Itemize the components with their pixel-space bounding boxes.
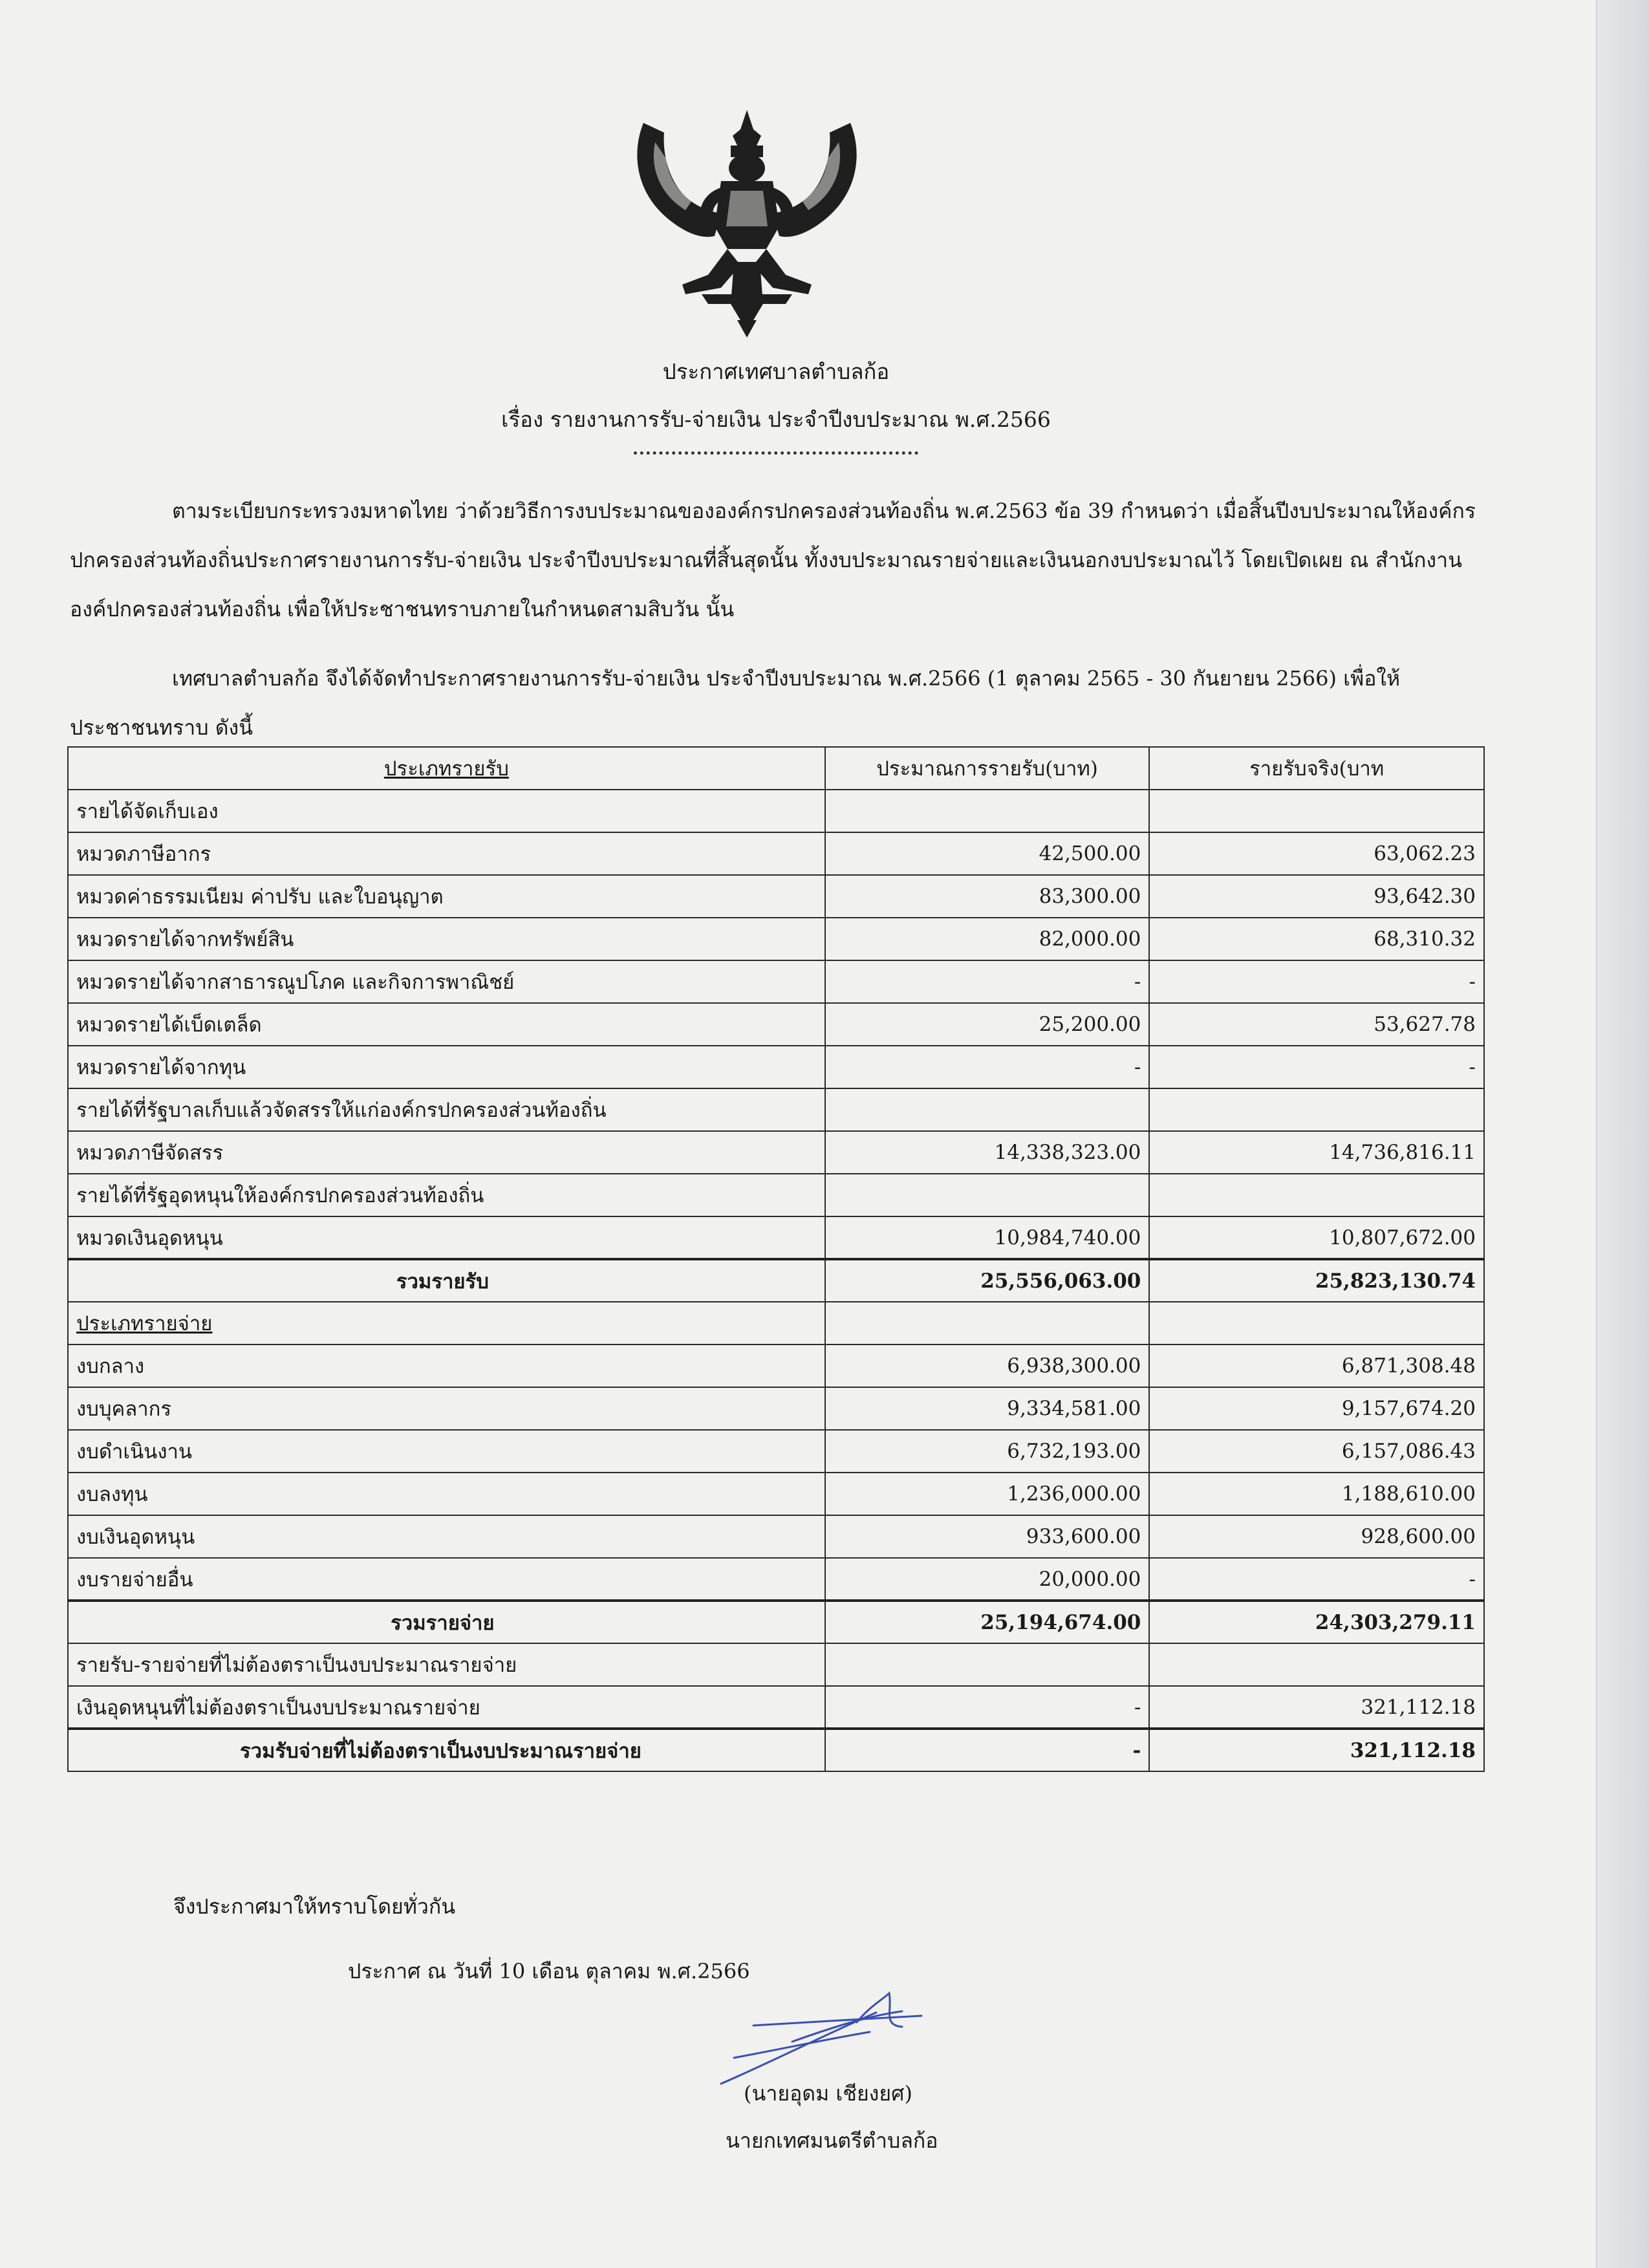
- actual-cell: [1149, 1643, 1484, 1686]
- actual-cell: [1149, 790, 1484, 832]
- section-label: รายได้จัดเก็บเอง: [68, 790, 825, 832]
- item-label: หมวดรายได้จากทรัพย์สิน: [68, 918, 825, 960]
- table-row: [68, 790, 1484, 832]
- item-label: งบเงินอุดหนุน: [68, 1515, 825, 1558]
- actual-total: 25,823,130.74: [1149, 1259, 1484, 1302]
- estimate-cell: 10,984,740.00: [825, 1216, 1150, 1259]
- actual-cell: [1149, 1088, 1484, 1131]
- estimate-cell: -: [825, 960, 1150, 1003]
- revenue-total-row: [68, 1259, 1484, 1302]
- estimate-cell: 20,000.00: [825, 1558, 1150, 1601]
- estimate-total: 25,556,063.00: [825, 1259, 1150, 1302]
- intro-paragraph: ตามระเบียบกระทรวงมหาดไทย ว่าด้วยวิธีการงบประมาณขององค์กรปกครองส่วนท้องถิ่น พ.ศ.2563 ข้อ 39 กำหนดว่า เมื่อสิ้นปีงบประมาณให้องค์กรปกครองส่วนท้องถิ่นประกาศรายงานการรับ-จ่ายเงิน ประจำปีงบประมาณที่สิ้นสุดนั้น ทั้งงบประมาณรายจ่ายและเงินนอกงบประมาณไว้ โดยเปิดเผย ณ สำนักงานองค์ปกครองส่วนท้องถิ่น เพื่อให้ประชาชนทราบภายในกำหนดสามสิบวัน นั้น: [70, 499, 1476, 621]
- estimate-cell: [825, 1174, 1150, 1216]
- estimate-cell: 82,000.00: [825, 918, 1150, 960]
- announcement-date: ประกาศ ณ วันที่ 10 เดือน ตุลาคม พ.ศ.2566: [348, 1959, 750, 1983]
- actual-cell: 93,642.30: [1149, 875, 1484, 918]
- section-label: รายได้ที่รัฐอุดหนุนให้องค์กรปกครองส่วนท้องถิ่น: [68, 1174, 825, 1216]
- actual-cell: -: [1149, 1046, 1484, 1088]
- table-row: [68, 1430, 1484, 1473]
- actual-cell: -: [1149, 960, 1484, 1003]
- title-separator: [634, 451, 918, 455]
- estimate-cell: -: [825, 1686, 1150, 1729]
- item-label: งบลงทุน: [68, 1473, 825, 1515]
- item-label: งบรายจ่ายอื่น: [68, 1558, 825, 1601]
- closing-statement: จึงประกาศมาให้ทราบโดยทั่วกัน: [173, 1894, 456, 1919]
- estimate-cell: 6,732,193.00: [825, 1430, 1150, 1473]
- section-label: รายรับ-รายจ่ายที่ไม่ต้องตราเป็นงบประมาณรายจ่าย: [68, 1643, 825, 1686]
- table-row: [68, 918, 1484, 960]
- actual-cell: 6,157,086.43: [1149, 1430, 1484, 1473]
- actual-cell: -: [1149, 1558, 1484, 1601]
- item-label: หมวดภาษีจัดสรร: [68, 1131, 825, 1174]
- signer-name: (นายอุดม เชียงยศ): [744, 2081, 912, 2106]
- actual-cell: [1149, 1174, 1484, 1216]
- actual-cell: 14,736,816.11: [1149, 1131, 1484, 1174]
- actual-total: 321,112.18: [1149, 1729, 1484, 1771]
- table-row: [68, 1003, 1484, 1046]
- table-row: [68, 1088, 1484, 1131]
- table-row: [68, 1558, 1484, 1601]
- purpose-paragraph: เทศบาลตำบลก้อ จึงได้จัดทำประกาศรายงานการรับ-จ่ายเงิน ประจำปีงบประมาณ พ.ศ.2566 (1 ตุลาคม 2565 - 30 กันยายน 2566) เพื่อให้ประชาชนทราบ ดังนี้: [70, 666, 1401, 740]
- announcement-title: ประกาศเทศบาลตำบลก้อ: [662, 359, 890, 384]
- off-budget-total-row: [68, 1729, 1484, 1771]
- item-label: หมวดรายได้เบ็ดเตล็ด: [68, 1003, 825, 1046]
- item-label: หมวดรายได้จากทุน: [68, 1046, 825, 1088]
- estimate-cell: 6,938,300.00: [825, 1345, 1150, 1387]
- estimate-total: -: [825, 1729, 1150, 1771]
- announcement-subject: เรื่อง รายงานการรับ-จ่ายเงิน ประจำปีงบประมาณ พ.ศ.2566: [501, 407, 1051, 432]
- estimate-cell: [825, 1302, 1150, 1345]
- table-row: [68, 1473, 1484, 1515]
- estimate-cell: 9,334,581.00: [825, 1387, 1150, 1430]
- estimate-total: 25,194,674.00: [825, 1601, 1150, 1643]
- table-row: [68, 1515, 1484, 1558]
- table-row: [68, 1174, 1484, 1216]
- table-header-row: [68, 747, 1484, 790]
- table-row: [68, 832, 1484, 875]
- table-row: [68, 1345, 1484, 1387]
- estimate-cell: [825, 1643, 1150, 1686]
- actual-cell: 928,600.00: [1149, 1515, 1484, 1558]
- estimate-cell: [825, 1088, 1150, 1131]
- expense-total-row: [68, 1601, 1484, 1643]
- table-row: [68, 1216, 1484, 1259]
- actual-cell: 63,062.23: [1149, 832, 1484, 875]
- section-label: รายได้ที่รัฐบาลเก็บแล้วจัดสรรให้แก่องค์กรปกครองส่วนท้องถิ่น: [68, 1088, 825, 1131]
- estimate-cell: -: [825, 1046, 1150, 1088]
- actual-cell: 1,188,610.00: [1149, 1473, 1484, 1515]
- table-row: [68, 1686, 1484, 1729]
- header-actual: รายรับจริง(บาท: [1149, 747, 1484, 790]
- signer-position: นายกเทศมนตรีตำบลก้อ: [726, 2128, 938, 2153]
- item-label: หมวดภาษีอากร: [68, 832, 825, 875]
- total-label: รวมรายจ่าย: [68, 1601, 825, 1643]
- table-row: [68, 1643, 1484, 1686]
- table-row: [68, 1131, 1484, 1174]
- total-label: รวมรับจ่ายที่ไม่ต้องตราเป็นงบประมาณรายจ่าย: [68, 1729, 825, 1771]
- budget-table: [67, 746, 1485, 1772]
- item-label: งบกลาง: [68, 1345, 825, 1387]
- estimate-cell: 25,200.00: [825, 1003, 1150, 1046]
- estimate-cell: 933,600.00: [825, 1515, 1150, 1558]
- item-label: เงินอุดหนุนที่ไม่ต้องตราเป็นงบประมาณรายจ่าย: [68, 1686, 825, 1729]
- item-label: หมวดรายได้จากสาธารณูปโภค และกิจการพาณิชย์: [68, 960, 825, 1003]
- estimate-cell: 14,338,323.00: [825, 1131, 1150, 1174]
- actual-cell: 10,807,672.00: [1149, 1216, 1484, 1259]
- scan-edge: [1596, 0, 1649, 2268]
- item-label: หมวดเงินอุดหนุน: [68, 1216, 825, 1259]
- table-row: [68, 1387, 1484, 1430]
- header-revenue-type: ประเภทรายรับ: [68, 747, 825, 790]
- actual-total: 24,303,279.11: [1149, 1601, 1484, 1643]
- actual-cell: 321,112.18: [1149, 1686, 1484, 1729]
- actual-cell: 53,627.78: [1149, 1003, 1484, 1046]
- table-row: [68, 1302, 1484, 1345]
- item-label: งบบุคลากร: [68, 1387, 825, 1430]
- actual-cell: 6,871,308.48: [1149, 1345, 1484, 1387]
- expense-type-heading: ประเภทรายจ่าย: [68, 1302, 825, 1345]
- table-row: [68, 875, 1484, 918]
- table-row: [68, 1046, 1484, 1088]
- header-estimate: ประมาณการรายรับ(บาท): [825, 747, 1150, 790]
- actual-cell: 9,157,674.20: [1149, 1387, 1484, 1430]
- garuda-emblem-icon: [624, 97, 870, 343]
- estimate-cell: 83,300.00: [825, 875, 1150, 918]
- estimate-cell: 42,500.00: [825, 832, 1150, 875]
- total-label: รวมรายรับ: [68, 1259, 825, 1302]
- actual-cell: [1149, 1302, 1484, 1345]
- item-label: หมวดค่าธรรมเนียม ค่าปรับ และใบอนุญาต: [68, 875, 825, 918]
- item-label: งบดำเนินงาน: [68, 1430, 825, 1473]
- actual-cell: 68,310.32: [1149, 918, 1484, 960]
- estimate-cell: 1,236,000.00: [825, 1473, 1150, 1515]
- table-row: [68, 960, 1484, 1003]
- estimate-cell: [825, 790, 1150, 832]
